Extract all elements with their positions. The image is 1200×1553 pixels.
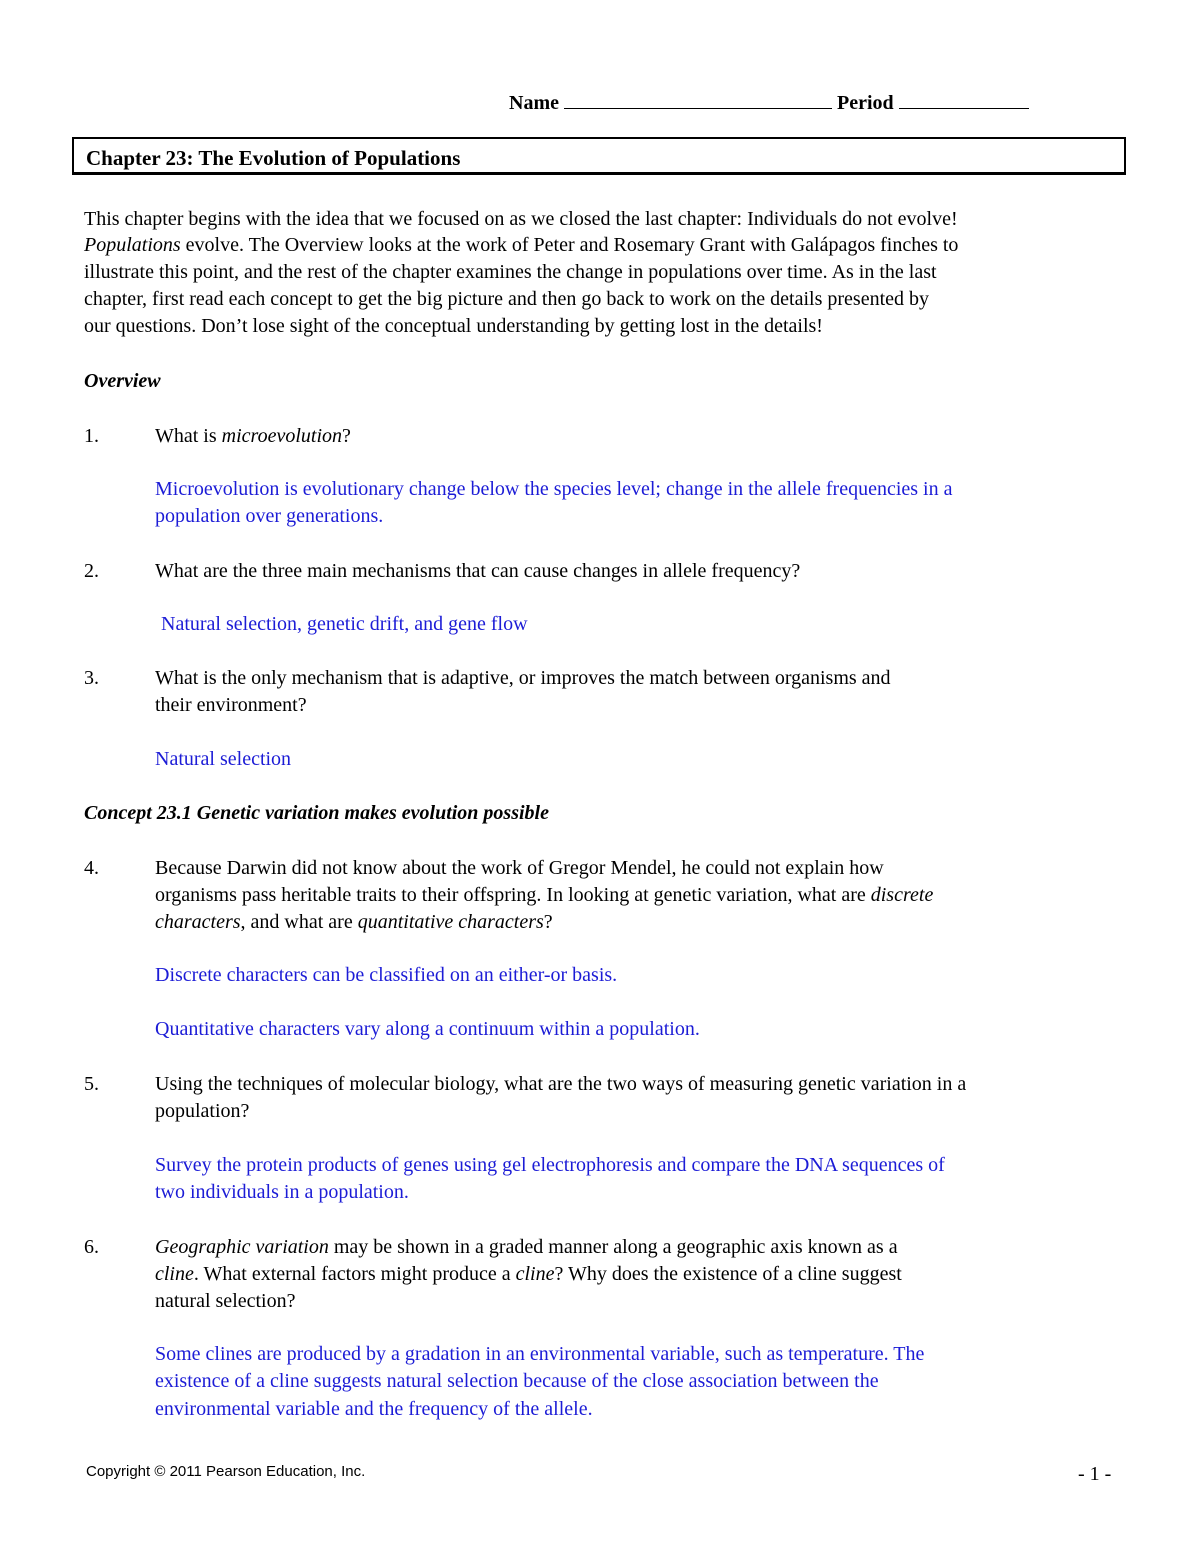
intro-line-2-text: evolve. The Overview looks at the work of Peter and Rosemary Grant with Galápagos finches to bbox=[180, 234, 959, 256]
q1-question bbox=[155, 423, 351, 449]
intro-populations-term: Populations bbox=[84, 234, 181, 256]
q4-question-line-1: Because Darwin did not know about the work of Gregor Mendel, he could not explain how bbox=[155, 857, 884, 879]
q6-answer-line-3: environmental variable and the frequency of the allele. bbox=[155, 1398, 593, 1420]
q4-number: 4. bbox=[84, 857, 99, 879]
q4-discrete-term: discrete bbox=[870, 884, 934, 906]
q6-cline-term-1: cline bbox=[155, 1263, 194, 1285]
q3-number: 3. bbox=[84, 667, 99, 689]
q4-question-line-2 bbox=[155, 882, 933, 908]
q5-question-line-2: population? bbox=[155, 1100, 250, 1122]
q5-answer-line-1: Survey the protein products of genes using gel electrophoresis and compare the DNA sequences of bbox=[155, 1154, 945, 1176]
q5-answer-line-2: two individuals in a population. bbox=[155, 1181, 409, 1203]
q6-line-2-post: ? Why does the existence of a cline suggest bbox=[554, 1263, 902, 1285]
q1-answer-line-1: Microevolution is evolutionary change below the species level; change in the allele frequencies in a bbox=[155, 478, 953, 500]
q6-geographic-variation-term: Geographic variation bbox=[155, 1236, 329, 1258]
q1-term: microevolution bbox=[221, 425, 342, 447]
q4-question-line-3 bbox=[155, 909, 553, 935]
q4-line-3-text: , and what are bbox=[240, 911, 358, 933]
period-blank[interactable] bbox=[899, 88, 1029, 109]
name-label: Name bbox=[509, 92, 559, 114]
chapter-title-box bbox=[72, 137, 1126, 175]
q4-line-2-text: organisms pass heritable traits to their offspring. In looking at genetic variation, what are bbox=[155, 884, 871, 906]
q6-question-line-3: natural selection? bbox=[155, 1290, 296, 1312]
q6-question-line-1 bbox=[155, 1234, 898, 1260]
q2-question: What are the three main mechanisms that can cause changes in allele frequency? bbox=[155, 560, 801, 582]
q6-answer-line-2: existence of a cline suggests natural selection because of the close association between the bbox=[155, 1370, 879, 1392]
q6-line-1-text: may be shown in a graded manner along a geographic axis known as a bbox=[328, 1236, 898, 1258]
section-concept-23-1: Concept 23.1 Genetic variation makes evolution possible bbox=[84, 802, 549, 824]
q3-answer: Natural selection bbox=[155, 748, 292, 770]
q6-cline-term-2: cline bbox=[515, 1263, 555, 1285]
q6-number: 6. bbox=[84, 1236, 99, 1258]
intro-line-3: illustrate this point, and the rest of the chapter examines the change in populations over time. As in the last bbox=[84, 261, 937, 283]
intro-line-2 bbox=[84, 232, 958, 258]
q1-answer-line-2: population over generations. bbox=[155, 505, 384, 527]
footer-copyright: Copyright © 2011 Pearson Education, Inc. bbox=[86, 1463, 366, 1480]
q6-line-2-text: . What external factors might produce a bbox=[193, 1263, 516, 1285]
period-label: Period bbox=[836, 92, 894, 114]
q4-characters-term: characters bbox=[155, 911, 241, 933]
q5-number: 5. bbox=[84, 1073, 99, 1095]
q4-line-3-post: ? bbox=[543, 911, 553, 933]
intro-line-5: our questions. Don’t lose sight of the conceptual understanding by getting lost in the details! bbox=[84, 315, 823, 337]
q6-question-line-2 bbox=[155, 1261, 902, 1287]
q3-question-line-2: their environment? bbox=[155, 694, 307, 716]
footer-page-number: - 1 - bbox=[1078, 1463, 1112, 1485]
chapter-title: Chapter 23: The Evolution of Populations bbox=[86, 146, 461, 170]
header-fields bbox=[509, 88, 1029, 116]
intro-line-4: chapter, first read each concept to get the big picture and then go back to work on the details presented by bbox=[84, 288, 929, 310]
q1-number: 1. bbox=[84, 425, 99, 447]
q4-answer-2: Quantitative characters vary along a continuum within a population. bbox=[155, 1018, 700, 1040]
q2-number: 2. bbox=[84, 560, 99, 582]
q5-question-line-1: Using the techniques of molecular biology, what are the two ways of measuring genetic variation in a bbox=[155, 1073, 967, 1095]
q3-question-line-1: What is the only mechanism that is adaptive, or improves the match between organisms and bbox=[155, 667, 891, 689]
section-overview: Overview bbox=[84, 370, 161, 392]
q2-answer: Natural selection, genetic drift, and gene flow bbox=[161, 613, 528, 635]
q1-pre: What is bbox=[155, 425, 222, 447]
q1-post: ? bbox=[342, 425, 351, 447]
intro-line-1: This chapter begins with the idea that we focused on as we closed the last chapter: Individuals do not evolve! bbox=[84, 208, 958, 230]
q4-answer-1: Discrete characters can be classified on an either-or basis. bbox=[155, 964, 618, 986]
q4-quantitative-term: quantitative characters bbox=[357, 911, 544, 933]
name-blank[interactable] bbox=[564, 88, 832, 109]
q6-answer-line-1: Some clines are produced by a gradation in an environmental variable, such as temperature. The bbox=[155, 1343, 925, 1365]
